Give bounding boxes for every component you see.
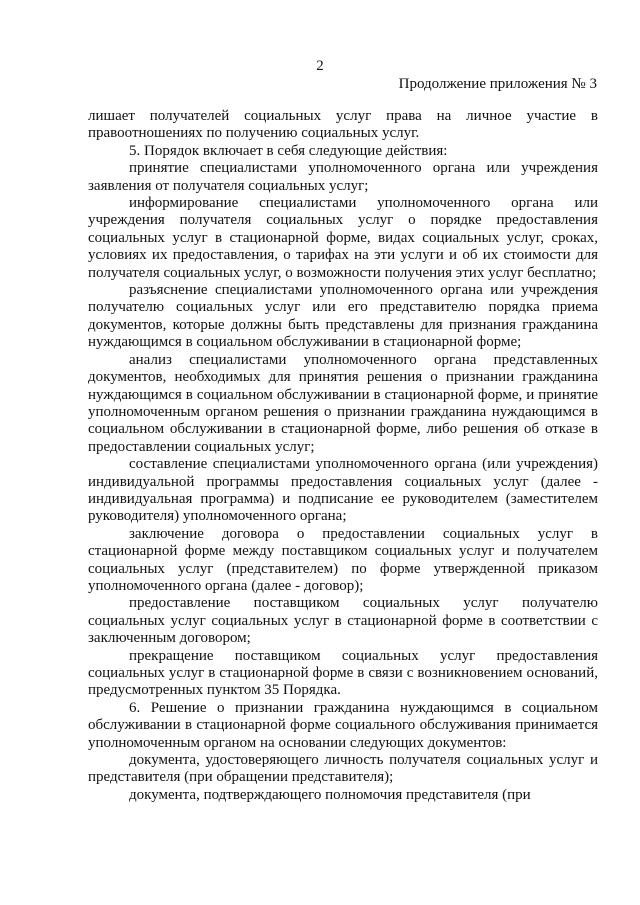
paragraph-informing: информирование специалистами уполномоченного органа или учреждения получателя социальных услуг о порядке предоставления социальных услуг в стационарной форме, видах социальных услуг, сроках, условиях их предоставления, о тарифах на эти услуги и об их стоимости для получателя социальных услуг, о возможности получения этих услуг бесплатно; <box>88 195 598 281</box>
paragraph-explanation: разъяснение специалистами уполномоченного органа или учреждения получателю социальных услуг или его представителю порядка приема документов, которые должны быть представлены для признания гражданина нуждающимся в социальном обслуживании в стационарной форме; <box>88 282 598 351</box>
paragraph-termination: прекращение поставщиком социальных услуг предоставления социальных услуг в стационарной форме в связи с возникновением оснований, предусмотренных пунктом 35 Порядка. <box>88 647 598 699</box>
paragraph-analysis: анализ специалистами уполномоченного органа представленных документов, необходимых для принятия решения о признании гражданина нуждающимся в социальном обслуживании в стационарной форме, и принятие уполномоченным органом решения о признании гражданина нуждающимся в социальном обслуживании в стационарной форме, либо решения об отказе в предоставлении социальных услуг; <box>88 351 598 455</box>
page-number: 2 <box>316 58 324 74</box>
paragraph-continuation: лишает получателей социальных услуг права на личное участие в правоотношениях по получению социальных услуг. <box>88 108 598 142</box>
paragraph-item-5: 5. Порядок включает в себя следующие действия: <box>129 142 448 159</box>
body-text <box>88 108 598 804</box>
paragraph-contract: заключение договора о предоставлении социальных услуг в стационарной форме между поставщиком социальных услуг и получателем социальных услуг (представителем) по форме утвержденной приказом уполномоченного органа (далее - договор); <box>88 525 598 594</box>
paragraph-identity-document: документа, удостоверяющего личность получателя социальных услуг и представителя (при обращении представителя); <box>88 752 598 786</box>
paragraph-program: составление специалистами уполномоченного органа (или учреждения) индивидуальной программы предоставления социальных услуг (далее - индивидуальная программа) и подписание ее руководителем (заместителем руководителя) уполномоченного органа; <box>88 456 598 525</box>
paragraph-acceptance: принятие специалистами уполномоченного органа или учреждения заявления от получателя социальных услуг; <box>88 160 598 194</box>
paragraph-authority-document: документа, подтверждающего полномочия представителя (при <box>129 786 531 803</box>
paragraph-provision: предоставление поставщиком социальных услуг получателю социальных услуг социальных услуг в стационарной форме в соответствии с заключенным договором; <box>88 595 598 647</box>
paragraph-item-6: 6. Решение о признании гражданина нуждающимся в социальном обслуживании в стационарной форме социального обслуживания принимается уполномоченным органом на основании следующих документов: <box>88 699 598 751</box>
appendix-continuation-note: Продолжение приложения № 3 <box>398 76 597 92</box>
